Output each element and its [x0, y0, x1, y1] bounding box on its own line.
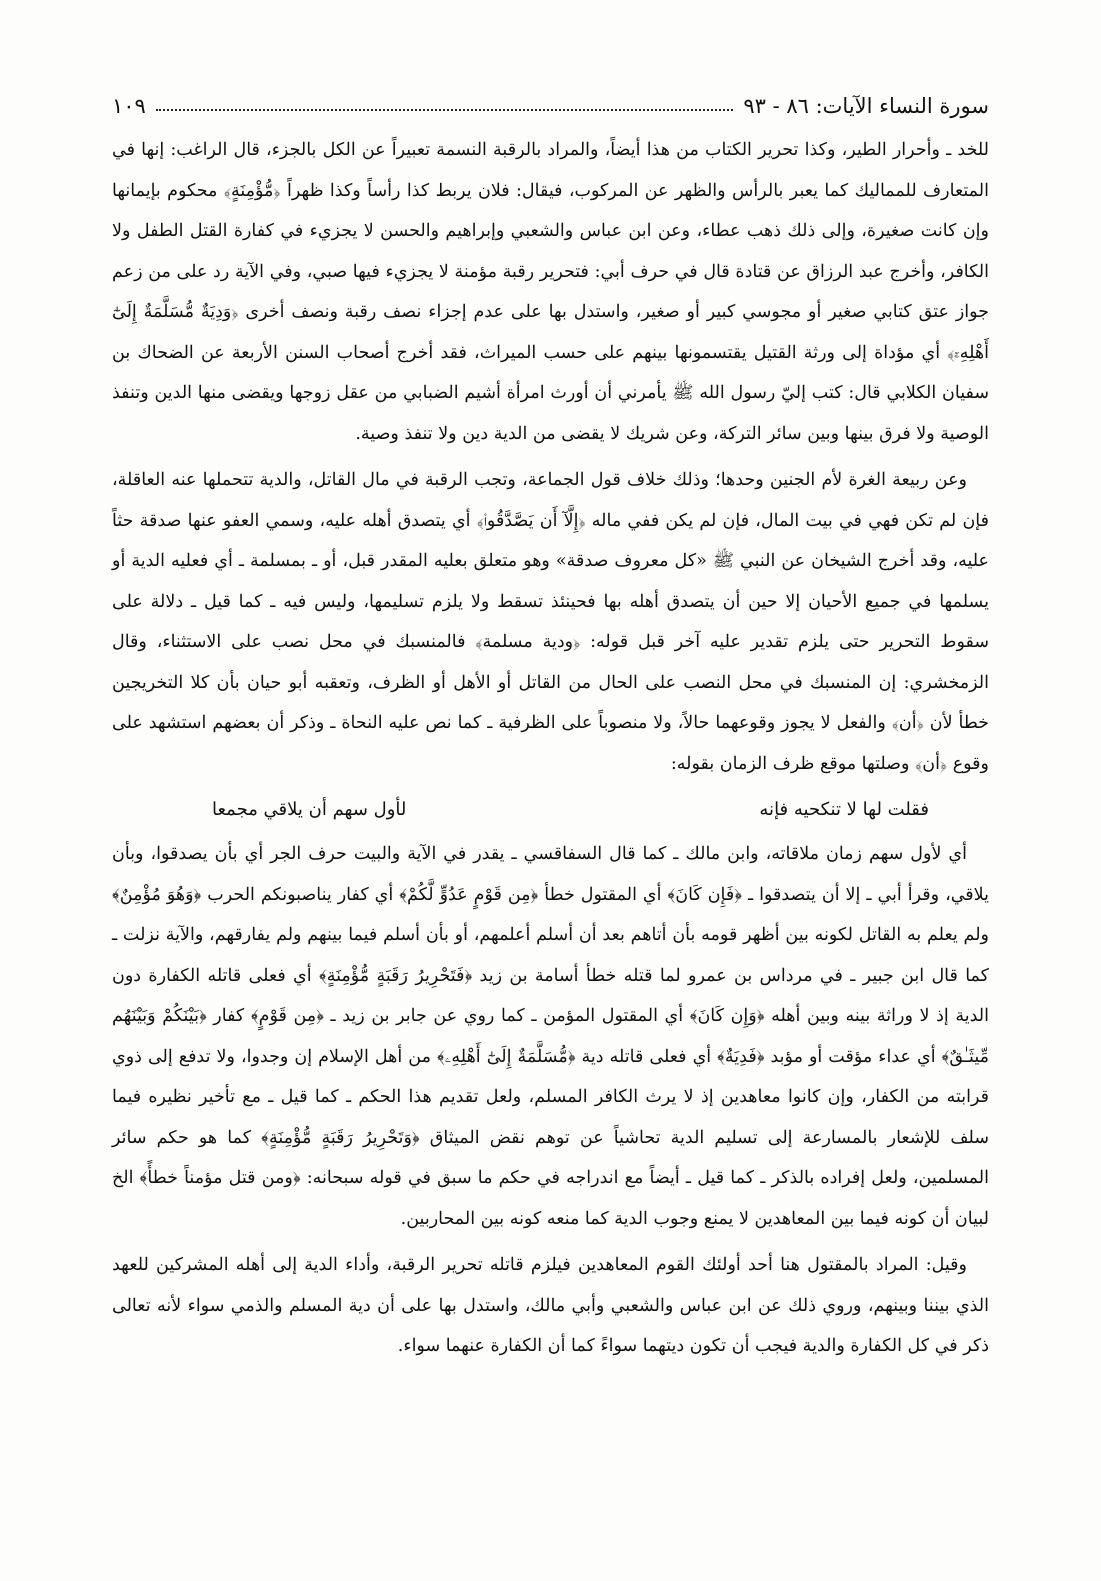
paragraph-1: للخد ـ وأحرار الطير، وكذا تحرير الكتاب من هذا أيضاً، والمراد بالرقبة النسمة تعبيراً عن الكل بالجزء، قال الراغب: إنها في المتعارف للمماليك كما يعبر بالرأس والظهر عن المركوب، فيقال: فلان يربط كذا رأساً وكذا ظهراً ﴿مُّؤْمِنَةٍ﴾ محكوم بإيمانها وإن كانت صغيرة، وإلى ذلك ذهب عطاء، وعن ابن عباس والشعبي وإبراهيم والحسن لا يجزيء في كفارة القتل الطفل ولا الكافر، وأخرج عبد الرزاق عن قتادة قال في حرف أبي: فتحرير رقبة مؤمنة لا يجزيء فيها صبي، وفي الآية رد على من زعم جواز عتق كتابي صغير أو مجوسي كبير أو صغير، واستدل بها على عدم إجزاء نصف رقبة ونصف أخرى ﴿وَدِيَةٌ مُّسَلَّمَةٌ إِلَىٰٓ أَهْلِهِۦٓ﴾ أي مؤداة إلى ورثة القتيل يقتسمونها بينهم على حسب الميراث، فقد أخرج أصحاب السنن الأربعة عن الضحاك بن سفيان الكلابي قال: كتب إليّ رسول الله ﷺ يأمرني أن أورث امرأة أشيم الضبابي من عقل زوجها ويقضى منها الدين وتنفذ الوصية ولا فرق بينها وبين سائر التركة، وعن شريك لا يقضى من الدية دين ولا تنفذ وصية. — [112, 140, 989, 444]
paragraph-4: وقيل: المراد بالمقتول هنا أحد أولئك القوم المعاهدين فيلزم قاتله تحرير الرقبة، وأداء الدية إلى أهله المشركين للعهد الذي بيننا وبينهم، وروي ذلك عن ابن عباس والشعبي وأبي مالك، واستدل بها على أن دية المسلم والذمي سواء لأنه تعالى ذكر في كل الكفارة والدية فيجب أن تكون ديتهما سواءً كما أن الكفارة عنهما سواء. — [112, 1255, 989, 1356]
poem-left-hemistich: لأول سهم أن يلاقي مجمعا — [212, 799, 407, 820]
page-number: ١٠٩ — [112, 94, 146, 118]
paragraph-2: وعن ربيعة الغرة لأم الجنين وحدها؛ وذلك خلاف قول الجماعة، وتجب الرقبة في مال القاتل، والدية تتحملها عنه العاقلة، فإن لم تكن فهي في بيت المال، فإن لم يكن ففي ماله ﴿إِلَّآ أَن يَصَّدَّقُوا۟﴾ أي يتصدق أهله عليه، وسمي العفو عنها صدقة حثاً عليه، وقد أخرج الشيخان عن النبي ﷺ «كل معروف صدقة» وهو متعلق بعليه المقدر قبل، أو ـ بمسلمة ـ أي فعليه الدية أو يسلمها في جميع الأحيان إلا حين أن يتصدق أهله بها فحينئذ تسقط ولا يلزم تسليمها، وليس فيه ـ كما قيل ـ دلالة على سقوط التحرير حتى يلزم تقدير عليه آخر قبل قوله: ﴿ودية مسلمة﴾ فالمنسبك في محل نصب على الاستثناء، وقال الزمخشري: إن المنسبك في محل النصب على الحال من القاتل أو الأهل أو الظرف، وتعقبه أبو حيان بأن كلا التخريجين خطأ لأن ﴿أن﴾ والفعل لا يجوز وقوعهما حالاً، ولا منصوباً على الظرفية ـ كما نص عليه النحاة ـ وذكر أن بعضهم استشهد على وقوع ﴿أن﴾ وصلتها موقع ظرف الزمان بقوله: — [112, 470, 989, 774]
header-title: سورة النساء الآيات: ٨٦ - ٩٣ — [743, 94, 989, 118]
body-text — [112, 130, 989, 1367]
running-header — [112, 82, 989, 118]
poem-verse — [112, 788, 989, 832]
paragraph-3: أي لأول سهم زمان ملاقاته، وابن مالك ـ كما قال السفاقسي ـ يقدر في الآية والبيت حرف الجر أي بأن يصدقوا، وبأن يلاقي، وقرأ أبي ـ إلا أن يتصدقوا ـ ﴿فَإِن كَانَ﴾ أي المقتول خطأ ﴿مِن قَوْمٍ عَدُوٍّ لَّكُمْ﴾ أي كفار يناصبونكم الحرب ﴿وَهُوَ مُؤْمِنٌ﴾ ولم يعلم به القاتل لكونه بين أظهر قومه بأن أتاهم بعد أن أسلم أعلمهم، أو بأن أسلم فيما بينهم ولم يفارقهم، والآية نزلت ـ كما قال ابن جبير ـ في مرداس بن عمرو لما قتله خطأ أسامة بن زيد ﴿فَتَحْرِيرُ رَقَبَةٍ مُّؤْمِنَةٍ﴾ أي فعلى قاتله الكفارة دون الدية إذ لا وراثة بينه وبين أهله ﴿وَإِن كَانَ﴾ أي المقتول المؤمن ـ كما روي عن جابر بن زيد ـ ﴿مِن قَوْمٍ﴾ كفار ﴿بَيْنَكُمْ وَبَيْنَهُم مِّيثَـٰقٌ﴾ أي عداء مؤقت أو مؤبد ﴿فَدِيَةٌ﴾ أي فعلى قاتله دية ﴿مُّسَلَّمَةٌ إِلَىٰٓ أَهْلِهِۦ﴾ من أهل الإسلام إن وجدوا، ولا تدفع إلى ذوي قرابته من الكفار، وإن كانوا معاهدين إذ لا يرث الكافر المسلم، ولعل تقديم هذا الحكم ـ كما قيل ـ مع تأخير نظيره فيما سلف للإشعار بالمسارعة إلى تسليم الدية تحاشياً عن توهم نقض الميثاق ﴿وَتَحْرِيرُ رَقَبَةٍ مُّؤْمِنَةٍ﴾ كما هو حكم سائر المسلمين، ولعل إفراده بالذكر ـ كما قيل ـ أيضاً مع اندراجه في حكم ما سبق في قوله سبحانه: ﴿ومن قتل مؤمناً خطأً﴾ الخ لبيان أن كونه فيما بين المعاهدين لا يمنع وجوب الدية كما منعه كونه بين المحاربين. — [112, 844, 989, 1229]
header-dot-leader — [156, 109, 733, 111]
poem-right-hemistich: فقلت لها لا تنكحيه فإنه — [759, 799, 929, 820]
